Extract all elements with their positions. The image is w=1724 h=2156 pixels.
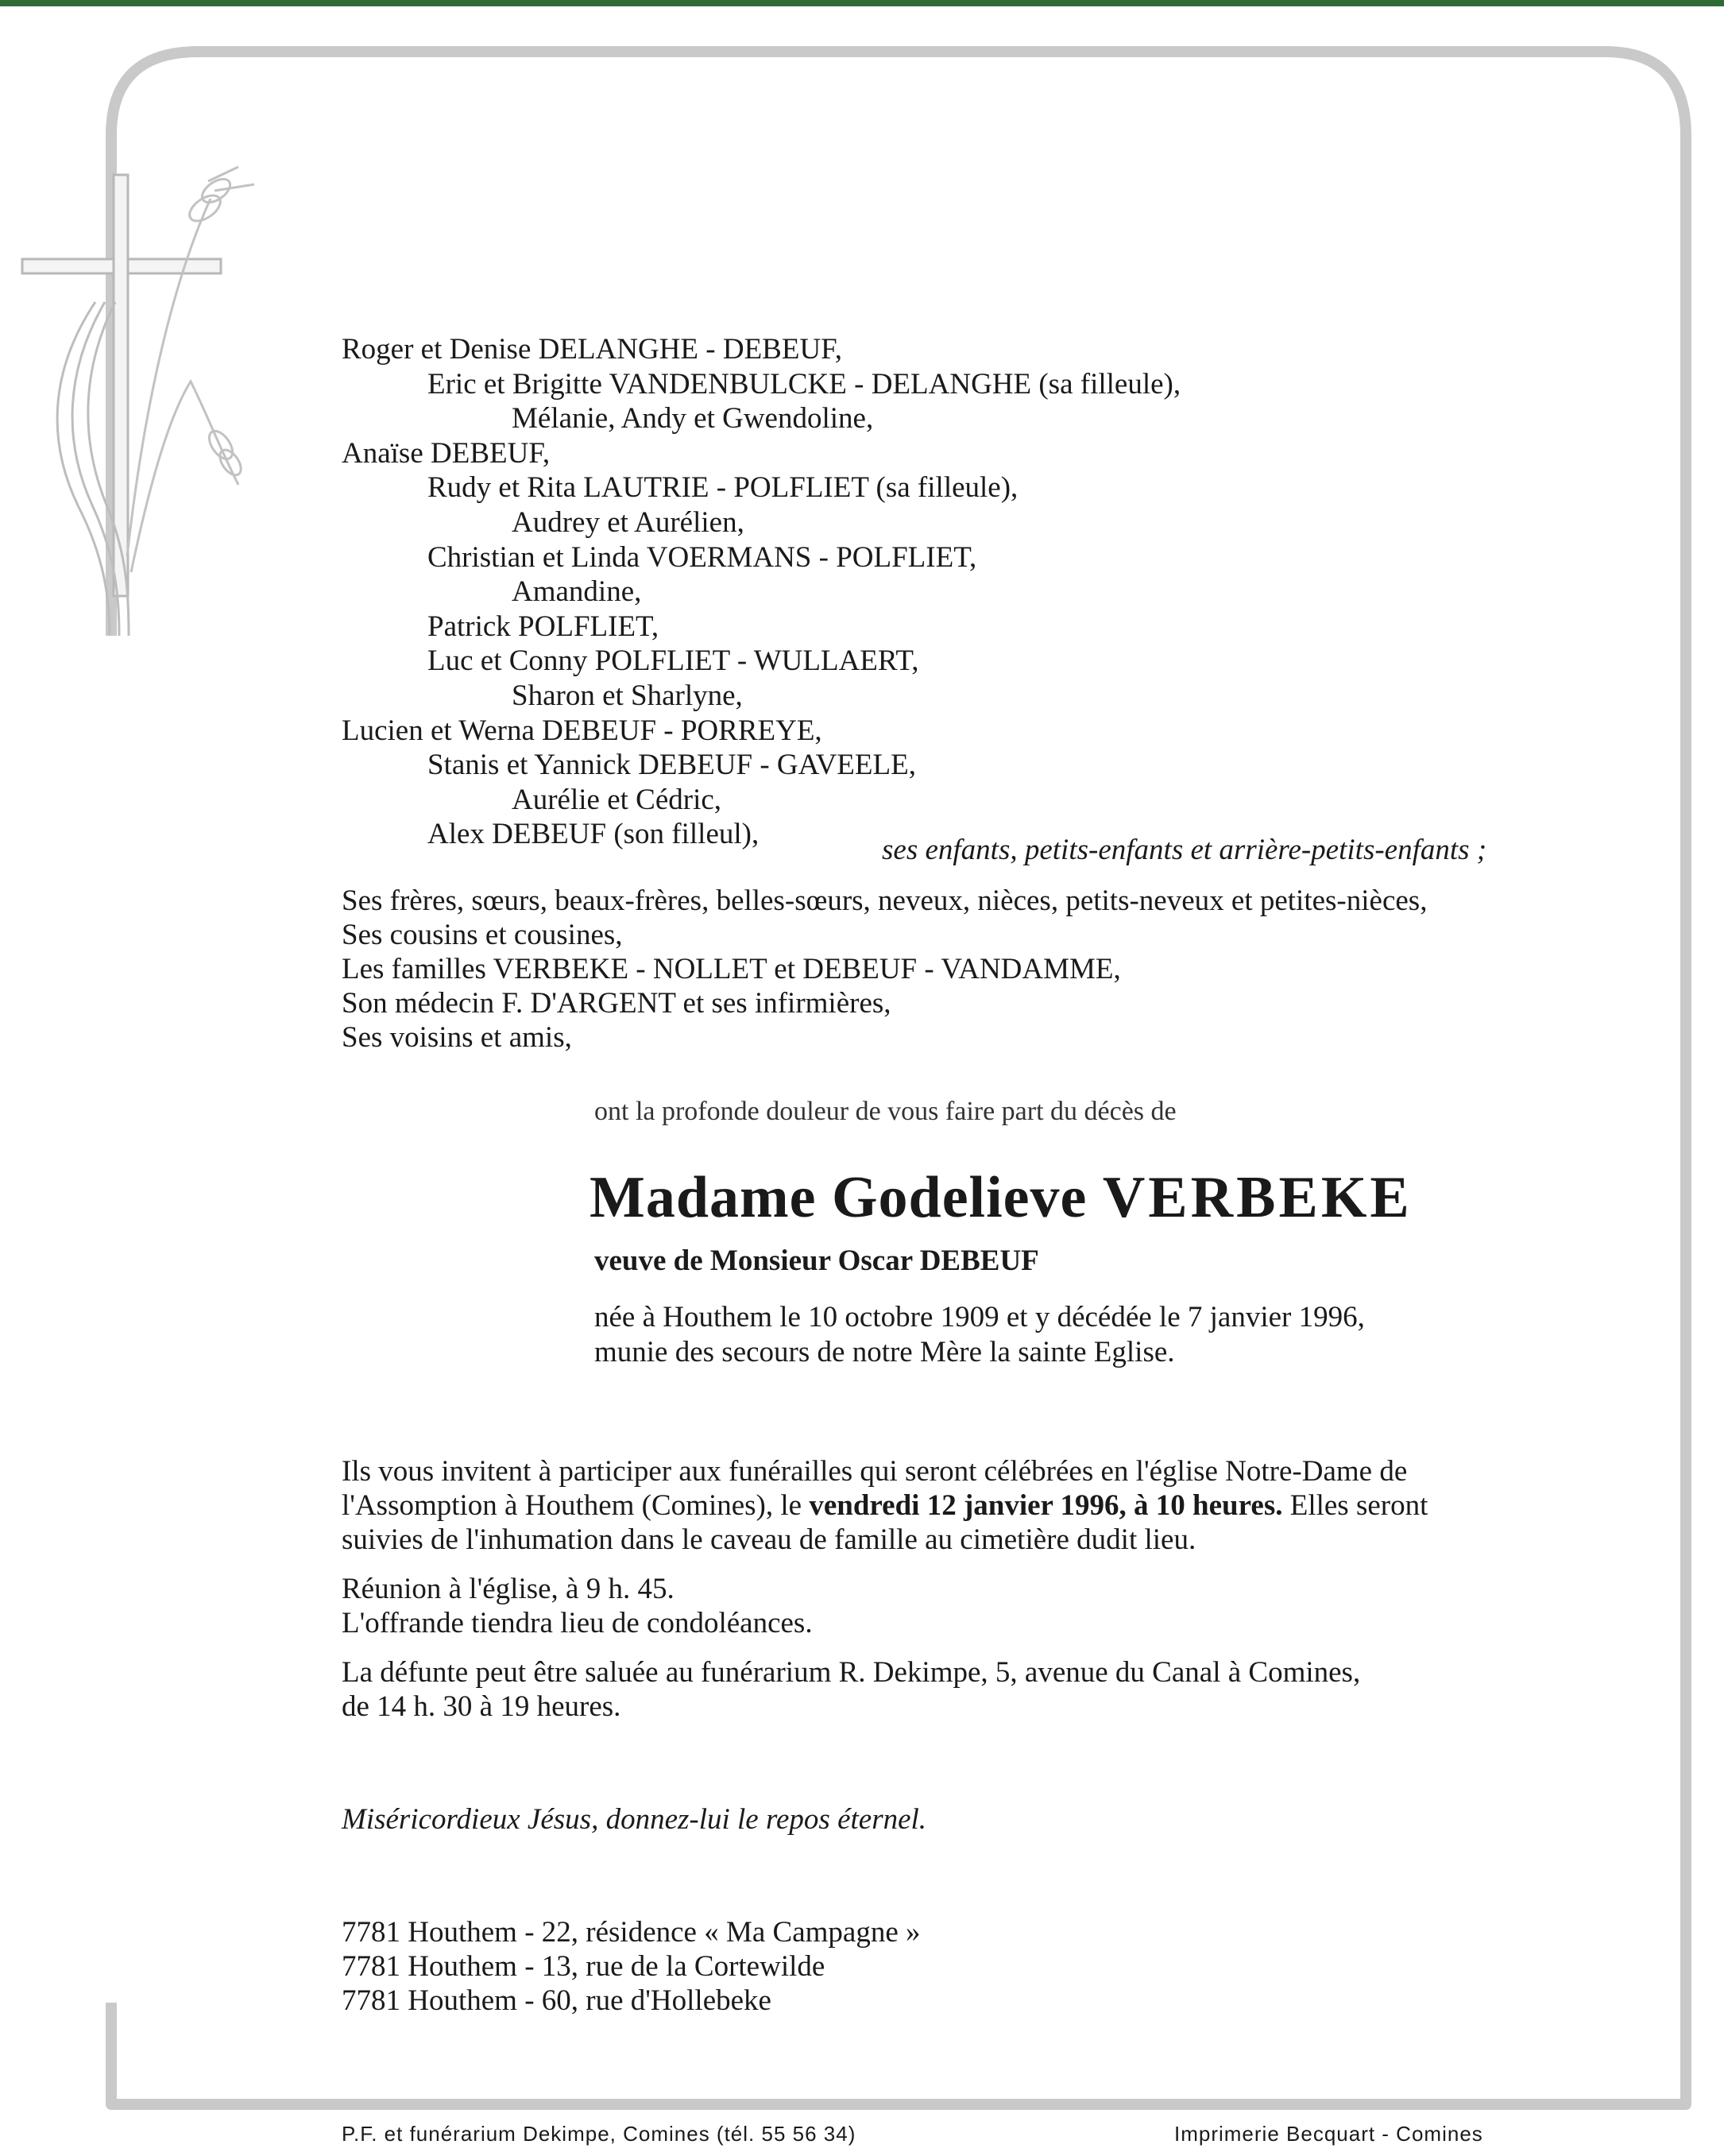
footer-printer: Imprimerie Becquart - Comines [1174, 2122, 1483, 2146]
family-role: ses enfants, petits-enfants et arrière-petits-enfants ; [882, 834, 1487, 866]
family-line: Aurélie et Cédric, [512, 784, 722, 816]
family-line: Eric et Brigitte VANDENBULCKE - DELANGHE (sa filleule), [427, 368, 1181, 401]
family-line: Sharon et Sharlyne, [512, 679, 743, 712]
funeral-text-part: l'Assomption à Houthem (Comines), le [342, 1489, 802, 1522]
footer-funeral-home: P.F. et funérarium Dekimpe, Comines (tél. 55 56 34) [342, 2122, 856, 2146]
funeral-text-part: Elles seront [1289, 1489, 1428, 1522]
funerarium-hours: de 14 h. 30 à 19 heures. [342, 1690, 621, 1723]
funeral-text: suivies de l'inhumation dans le caveau de famille au cimetière dudit lieu. [342, 1523, 1196, 1556]
family-line: Patrick POLFLIET, [427, 610, 659, 643]
deceased-surname: VERBEKE [1102, 1165, 1413, 1230]
funeral-text [342, 1488, 1428, 1523]
announcement-intro: ont la profonde douleur de vous faire part du décès de [594, 1097, 1177, 1126]
funeral-text: Ils vous invitent à participer aux funérailles qui seront célébrées en l'église Notre-Dame de [342, 1455, 1408, 1488]
relatives-line: Ses voisins et amis, [342, 1021, 572, 1054]
family-line: Christian et Linda VOERMANS - POLFLIET, [427, 541, 977, 574]
meeting-time: Réunion à l'église, à 9 h. 45. [342, 1573, 675, 1605]
family-line: Stanis et Yannick DEBEUF - GAVEELE, [427, 749, 916, 781]
family-line: Roger et Denise DELANGHE - DEBEUF, [342, 333, 843, 366]
prayer: Miséricordieux Jésus, donnez-lui le repos éternel. [342, 1803, 927, 1836]
family-line: Audrey et Aurélien, [512, 506, 744, 539]
funerarium-text: La défunte peut être saluée au funérarium R. Dekimpe, 5, avenue du Canal à Comines, [342, 1656, 1361, 1689]
deceased-name [589, 1164, 1413, 1232]
family-line: Alex DEBEUF (son filleul), [427, 818, 760, 850]
family-line: Anaïse DEBEUF, [342, 437, 551, 470]
cross-icon [22, 175, 221, 596]
relatives-line: Ses frères, sœurs, beaux-frères, belles-sœurs, neveux, nièces, petits-neveux et petites-nièces, [342, 884, 1428, 917]
relatives-line: Son médecin F. D'ARGENT et ses infirmières, [342, 987, 891, 1020]
sacraments-line: munie des secours de notre Mère la sainte Eglise. [594, 1336, 1175, 1368]
relatives-line: Ses cousins et cousines, [342, 919, 623, 951]
offering-note: L'offrande tiendra lieu de condoléances. [342, 1607, 813, 1639]
relatives-line: Les familles VERBEKE - NOLLET et DEBEUF - VANDAMME, [342, 953, 1121, 985]
deceased-first-name: Madame Godelieve [589, 1165, 1088, 1230]
widow-of: veuve de Monsieur Oscar DEBEUF [594, 1244, 1039, 1277]
family-line: Rudy et Rita LAUTRIE - POLFLIET (sa filleule), [427, 471, 1019, 504]
address-line: 7781 Houthem - 13, rue de la Cortewilde [342, 1950, 825, 1983]
birth-death-line: née à Houthem le 10 octobre 1909 et y décédée le 7 janvier 1996, [594, 1301, 1365, 1333]
wheat-icon [127, 167, 254, 572]
address-line: 7781 Houthem - 60, rue d'Hollebeke [342, 1984, 771, 2017]
family-line: Mélanie, Andy et Gwendoline, [512, 402, 874, 435]
family-line: Lucien et Werna DEBEUF - PORREYE, [342, 714, 822, 747]
funeral-date-time: vendredi 12 janvier 1996, à 10 heures. [809, 1489, 1283, 1522]
family-line: Amandine, [512, 575, 642, 608]
family-line: Luc et Conny POLFLIET - WULLAERT, [427, 644, 919, 677]
address-line: 7781 Houthem - 22, résidence « Ma Campagne » [342, 1916, 921, 1949]
